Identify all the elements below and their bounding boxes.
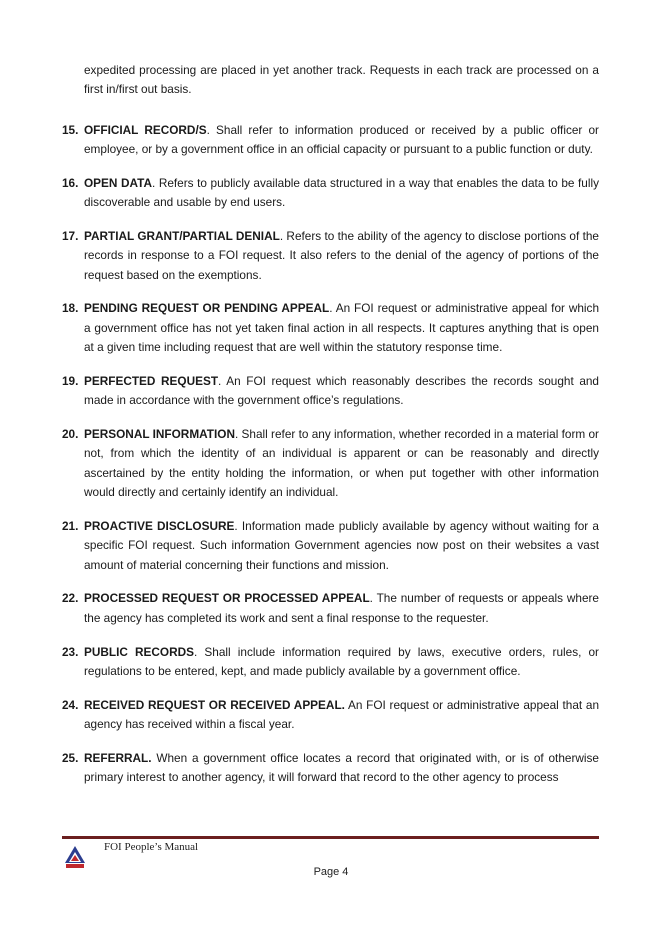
definition-text: . Refers to publicly available data structured in a way that enables the data to be fully discoverable and usable by end users. [84, 175, 599, 210]
item-number: 16. [62, 175, 79, 190]
definition-term: PROACTIVE DISCLOSURE [84, 518, 235, 533]
item-number: 22. [62, 591, 79, 606]
definition-term: PERFECTED REQUEST [84, 373, 219, 388]
definition-item [62, 174, 599, 213]
definition-text: . Shall refer to any information, whether recorded in a material form or not, from which the identity of an individual is apparent or can be reasonably and directly ascertained by the entity holding the information, or when put together with other information would directly and certainly identify an individual. [84, 427, 599, 500]
definition-text: When a government office locates a record that originated with, or is of otherwise primary interest to another agency, it will forward that record to the other agency to process [84, 750, 599, 785]
item-number: 18. [62, 301, 79, 316]
definition-text: . An FOI request or administrative appeal for which a government office has not yet taken final action in all respects. It captures anything that is open at a given time including request that are well within the statutory response time. [84, 301, 599, 355]
item-number: 21. [62, 518, 79, 533]
definition-text: . Shall refer to information produced or received by a public officer or employee, or by a government office in an official capacity or pursuant to a public function or duty. [84, 122, 599, 156]
item-number: 20. [62, 427, 79, 442]
definition-text: . Information made publicly available by agency without waiting for a specific FOI request. Such information Government agencies now post on their websites a vast amount of material concerning their functions and mission. [84, 518, 599, 572]
footer-divider [62, 836, 599, 839]
definition-item [62, 372, 599, 411]
definition-term: PUBLIC RECORDS [84, 644, 195, 659]
definition-item [62, 749, 599, 788]
item-number: 17. [62, 228, 79, 243]
definition-item [62, 517, 599, 575]
definitions-list [62, 121, 599, 788]
footer-title: FOI People’s Manual [104, 841, 199, 853]
item-number: 23. [62, 644, 79, 659]
definition-item [62, 589, 599, 628]
definition-item [62, 121, 599, 160]
continuation-paragraph: expedited processing are placed in yet another track. Requests in each track are processed on a first in/first out basis. [84, 63, 599, 97]
definition-term: RECEIVED REQUEST OR RECEIVED APPEAL. [84, 697, 345, 712]
definition-term: OPEN DATA [84, 175, 152, 190]
definition-item [62, 299, 599, 357]
definition-term: REFERRAL. [84, 750, 152, 765]
definition-text: . Refers to the ability of the agency to disclose portions of the records in response to a FOI request. It also refers to the denial of the agency of portions of the request based on the exemptions. [84, 228, 599, 282]
page-content [62, 61, 599, 802]
definition-text: . The number of requests or appeals where the agency has completed its work and sent a final response to the requester. [84, 591, 599, 625]
item-number: 19. [62, 373, 79, 388]
definition-item [62, 425, 599, 502]
definition-text: . An FOI request which reasonably describes the records sought and made in accordance with the government office’s regulations. [84, 373, 599, 408]
item-number: 15. [62, 122, 79, 137]
item-number: 24. [62, 697, 79, 712]
definition-item [62, 643, 599, 682]
definition-term: OFFICIAL RECORD/S [84, 122, 207, 137]
definition-item [62, 696, 599, 735]
definition-text: . Shall include information required by laws, executive orders, rules, or regulations to be entered, kept, and made publicly available by a government office. [84, 644, 599, 678]
definition-term: PERSONAL INFORMATION [84, 427, 235, 442]
definition-text: An FOI request or administrative appeal that an agency has received within a fiscal year. [84, 697, 600, 732]
page-number: Page 4 [313, 866, 349, 878]
definition-term: PROCESSED REQUEST OR PROCESSED APPEAL [84, 591, 370, 606]
definition-item [62, 227, 599, 285]
definition-term: PENDING REQUEST OR PENDING APPEAL [84, 301, 330, 316]
item-number: 25. [62, 750, 79, 765]
definition-term: PARTIAL GRANT/PARTIAL DENIAL [84, 228, 280, 243]
